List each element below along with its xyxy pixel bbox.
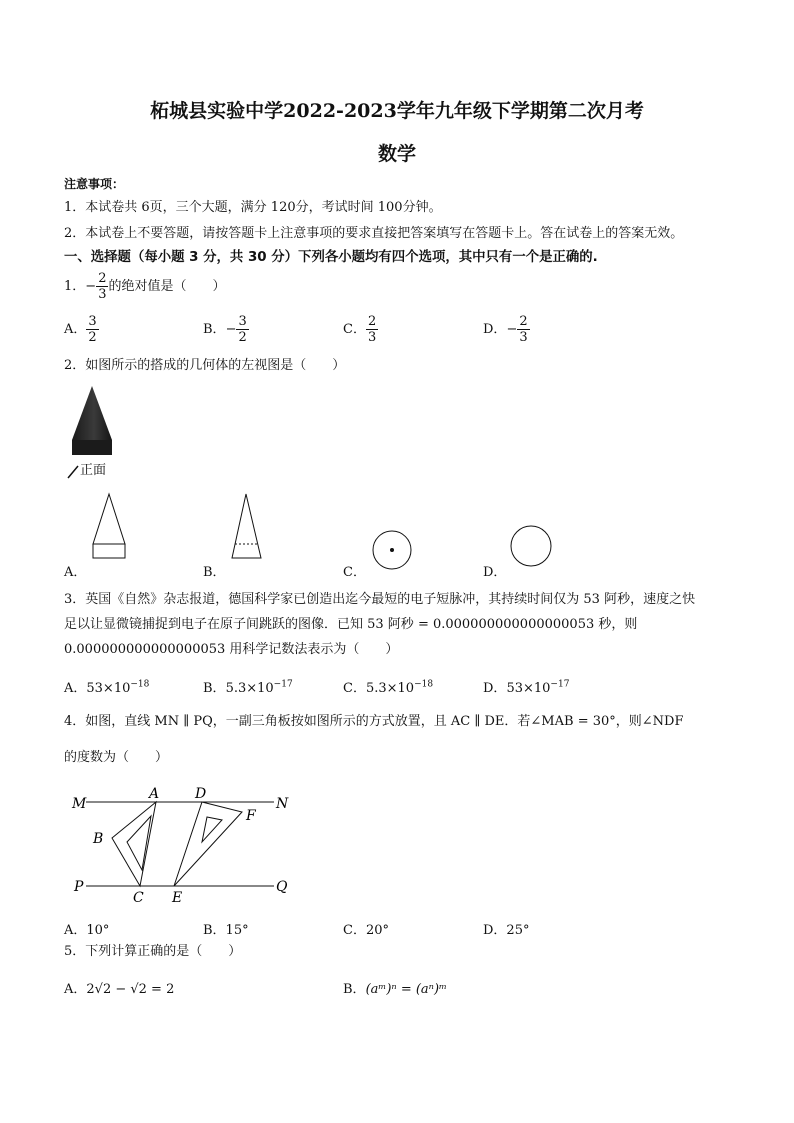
option-sign: − — [225, 322, 237, 337]
note-item-1: 1．本试卷共 6页，三个大题，满分 120分，考试时间 100分钟。 — [64, 200, 442, 215]
cone-shape — [72, 386, 112, 440]
q1-option-c[interactable] — [343, 315, 378, 344]
view-a-figure — [88, 492, 136, 564]
q1-numerator: 2 — [98, 271, 107, 286]
q1-denominator: 3 — [98, 287, 107, 302]
triangle-shape — [232, 494, 261, 558]
option-letter: D． — [483, 681, 507, 696]
label-m: M — [72, 796, 87, 812]
option-fraction — [517, 315, 529, 344]
q4-option-b[interactable]: B．15° — [203, 923, 249, 938]
q5-option-b[interactable] — [343, 978, 447, 997]
option-exponent: −17 — [273, 679, 293, 690]
center-dot — [390, 548, 394, 552]
q4-option-c[interactable]: C．20° — [343, 923, 389, 938]
q3-option-d[interactable] — [483, 677, 569, 696]
q3-line-2: 足以让显微镜捕捉到电子在原子间跳跃的图像．已知 53 阿秒 = 0.000000000000000053 秒，则 — [64, 617, 638, 632]
option-denominator: 3 — [367, 330, 377, 345]
q3-line-3: 0.000000000000000053 用科学记数法表示为（ ） — [64, 642, 399, 657]
front-arrow — [68, 466, 78, 478]
q3-option-b[interactable] — [203, 677, 293, 696]
label-c: C — [133, 890, 144, 906]
view-d-figure — [509, 524, 555, 570]
notes-heading: 注意事项： — [64, 177, 125, 191]
view-c-figure — [370, 528, 414, 572]
left-triangle-board — [112, 802, 156, 886]
q1-number: 1． — [64, 279, 86, 294]
front-label: 正面 — [80, 463, 107, 478]
q2-option-d[interactable]: D． — [483, 565, 507, 580]
triangle-boards-figure — [64, 778, 304, 908]
option-letter: B． — [343, 982, 366, 997]
option-numerator: 2 — [367, 314, 377, 329]
option-base: 53×10 — [506, 681, 551, 696]
q4-option-d[interactable]: D．25° — [483, 923, 530, 938]
cylinder-base — [72, 440, 112, 455]
q2-option-c[interactable]: C． — [343, 565, 366, 580]
option-base: 53×10 — [86, 681, 131, 696]
label-q: Q — [276, 879, 288, 895]
subject-title: 数学 — [377, 143, 416, 165]
q1-minus: − — [85, 279, 97, 294]
q3-option-c[interactable] — [343, 677, 433, 696]
q2-option-a[interactable]: A． — [64, 565, 87, 580]
left-triangle-hole — [127, 816, 151, 870]
question-2: 2．如图所示的搭成的几何体的左视图是（ ） — [64, 358, 346, 373]
question-5: 5．下列计算正确的是（ ） — [64, 944, 242, 959]
triangle-shape — [93, 494, 125, 544]
option-numerator: 3 — [238, 314, 247, 329]
view-b-figure — [228, 492, 276, 564]
option-exponent: −17 — [550, 679, 570, 690]
option-fraction — [236, 315, 248, 344]
question-1 — [64, 272, 225, 301]
label-b: B — [93, 831, 104, 847]
section-heading: 一、选择题（每小题 3 分，共 30 分）下列各小题均有四个选项，其中只有一个是正确的. — [64, 250, 598, 265]
q1-option-b[interactable] — [203, 315, 249, 344]
rect-base — [93, 544, 125, 558]
q1-option-d[interactable] — [483, 315, 530, 344]
right-triangle-hole — [202, 817, 222, 842]
circle-shape — [511, 526, 551, 566]
option-letter: D． — [483, 322, 507, 337]
q5-option-a[interactable]: A．2√2 − √2 = 2 — [64, 982, 175, 997]
option-denominator: 3 — [519, 330, 528, 345]
option-exponent: −18 — [130, 679, 150, 690]
label-n: N — [276, 796, 289, 812]
option-letter: A． — [64, 322, 87, 337]
right-triangle-board — [174, 802, 242, 886]
q3-option-a[interactable] — [64, 677, 149, 696]
label-e: E — [172, 890, 183, 906]
option-fraction — [366, 315, 378, 344]
option-expression: (aᵐ)ⁿ = (aⁿ)ᵐ — [365, 982, 447, 997]
option-numerator: 2 — [519, 314, 528, 329]
q1-tail: 的绝对值是（ ） — [108, 279, 226, 294]
page-title: 柘城县实验中学2022-2023学年九年级下学期第二次月考 — [150, 100, 644, 122]
note-item-2: 2．本试卷上不要答题，请按答题卡上注意事项的要求直接把答案填写在答题卡上。答在试卷上的答案无效。 — [64, 226, 684, 241]
option-letter: B． — [203, 322, 226, 337]
label-f: F — [246, 808, 256, 824]
option-letter: B． — [203, 681, 226, 696]
option-numerator: 3 — [88, 314, 97, 329]
q4-line-1: 4．如图，直线 MN ∥ PQ，一副三角板按如图所示的方式放置，且 AC ∥ DE．若∠MAB = 30°，则∠NDF — [64, 714, 684, 729]
option-letter: A． — [64, 681, 87, 696]
label-a: A — [149, 786, 160, 802]
label-d: D — [195, 786, 207, 802]
option-fraction — [86, 315, 98, 344]
option-sign: − — [506, 322, 518, 337]
q1-fraction — [96, 272, 108, 301]
q4-option-a[interactable]: A．10° — [64, 923, 110, 938]
q3-line-1: 3．英国《自然》杂志报道，德国科学家已创造出迄今最短的电子短脉冲，其持续时间仅为 53 阿秒，速度之快 — [64, 592, 696, 607]
option-letter: C． — [343, 681, 366, 696]
q2-option-b[interactable]: B． — [203, 565, 226, 580]
option-exponent: −18 — [414, 679, 434, 690]
option-base: 5.3×10 — [365, 681, 415, 696]
option-denominator: 2 — [238, 330, 247, 345]
option-letter: C． — [343, 322, 366, 337]
option-denominator: 2 — [88, 330, 97, 345]
label-p: P — [74, 879, 84, 895]
option-base: 5.3×10 — [225, 681, 274, 696]
q1-option-a[interactable] — [64, 315, 99, 344]
q4-line-2: 的度数为（ ） — [64, 750, 169, 765]
